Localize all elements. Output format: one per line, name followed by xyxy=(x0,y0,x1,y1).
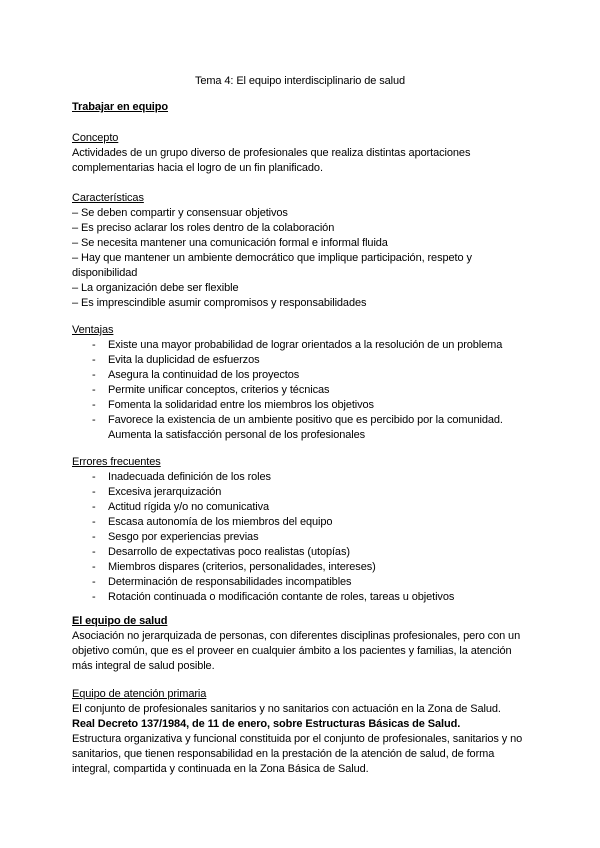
list-item-text: Asegura la continuidad de los proyectos xyxy=(108,369,300,381)
list-item: – Se deben compartir y consensuar objetivos xyxy=(72,207,288,219)
list-item-text: Actitud rígida y/o no comunicativa xyxy=(108,501,270,513)
list-item xyxy=(72,575,528,590)
list-item-text: Evita la duplicidad de esfuerzos xyxy=(108,354,260,366)
list-item-text: Determinación de responsabilidades incompatibles xyxy=(108,576,352,588)
list-item xyxy=(72,353,528,368)
bullet-marker: - xyxy=(92,516,96,528)
list-item-text: Excesiva jerarquización xyxy=(108,486,222,498)
concepto-paragraph: Actividades de un grupo diverso de profesionales que realiza distintas aportaciones complementarias hacia el logro de un fin planificado. xyxy=(72,147,471,174)
list-item-text: Favorece la existencia de un ambiente positivo que es percibido por la comunidad. Aumenta la satisfacción personal de los profesionales xyxy=(108,414,503,441)
bullet-marker: - xyxy=(92,576,96,588)
list-item xyxy=(72,560,528,575)
section-equipo-de-salud xyxy=(72,614,528,674)
bullet-marker: - xyxy=(92,414,96,426)
bullet-marker: - xyxy=(92,546,96,558)
section-caracteristicas xyxy=(72,191,528,311)
bullet-marker: - xyxy=(92,501,96,513)
bullet-marker: - xyxy=(92,561,96,573)
list-item: – Hay que mantener un ambiente democrático que implique participación, respeto y disponibilidad xyxy=(72,252,472,279)
section-heading-ventajas: Ventajas xyxy=(72,324,114,336)
list-item xyxy=(72,383,528,398)
bullet-marker: - xyxy=(92,471,96,483)
section-errores-frecuentes xyxy=(72,455,528,605)
section-ventajas xyxy=(72,323,528,443)
list-item-text: Miembros dispares (criterios, personalidades, intereses) xyxy=(108,561,376,573)
list-item xyxy=(72,500,528,515)
list-item-text: Escasa autonomía de los miembros del equipo xyxy=(108,516,333,528)
section-heading-errores: Errores frecuentes xyxy=(72,456,161,468)
list-item xyxy=(72,590,528,605)
bullet-marker: - xyxy=(92,591,96,603)
real-decreto-line: Real Decreto 137/1984, de 11 de enero, sobre Estructuras Básicas de Salud. xyxy=(72,718,461,730)
list-item-text: Rotación continuada o modificación contante de roles, tareas u objetivos xyxy=(108,591,455,603)
list-item xyxy=(72,545,528,560)
section-atencion-primaria xyxy=(72,687,528,777)
list-item: – Es imprescindible asumir compromisos y responsabilidades xyxy=(72,297,367,309)
list-item-text: Permite unificar conceptos, criterios y técnicas xyxy=(108,384,330,396)
section-heading-atencion-primaria: Equipo de atención primaria xyxy=(72,688,207,700)
list-item xyxy=(72,413,528,443)
document-title: Tema 4: El equipo interdisciplinario de salud xyxy=(194,75,406,87)
list-item xyxy=(72,515,528,530)
bullet-marker: - xyxy=(92,531,96,543)
bullet-marker: - xyxy=(92,486,96,498)
bullet-marker: - xyxy=(92,354,96,366)
section-heading-caracteristicas: Características xyxy=(72,192,144,204)
list-item xyxy=(72,368,528,383)
list-item xyxy=(72,530,528,545)
atencion-primaria-line: El conjunto de profesionales sanitarios y no sanitarios con actuación en la Zona de Salud. xyxy=(72,703,501,715)
equipo-salud-paragraph: Asociación no jerarquizada de personas, con diferentes disciplinas profesionales, pero con un objetivo común, que es el proveer en cualquier ámbito a los pacientes y familias, la atención más integral de salud posible. xyxy=(72,630,521,672)
bullet-marker: - xyxy=(92,399,96,411)
section-concepto xyxy=(72,131,528,176)
list-item-text: Sesgo por experiencias previas xyxy=(108,531,259,543)
atencion-primaria-paragraph: Estructura organizativa y funcional constituida por el conjunto de profesionales, sanitarios y no sanitarios, que tienen responsabilidad en la prestación de la atención de salud, de forma integral, compartida y continuada en la Zona Básica de Salud. xyxy=(72,733,523,775)
bullet-marker: - xyxy=(92,384,96,396)
list-item: – La organización debe ser flexible xyxy=(72,282,239,294)
list-item xyxy=(72,470,528,485)
list-item-text: Existe una mayor probabilidad de lograr orientados a la resolución de un problema xyxy=(108,339,503,351)
section-heading-trabajar: Trabajar en equipo xyxy=(72,101,169,113)
bullet-marker: - xyxy=(92,339,96,351)
bullet-marker: - xyxy=(92,369,96,381)
list-item xyxy=(72,485,528,500)
list-item-text: Fomenta la solidaridad entre los miembros los objetivos xyxy=(108,399,374,411)
list-item: – Es preciso aclarar los roles dentro de la colaboración xyxy=(72,222,335,234)
section-trabajar-en-equipo xyxy=(72,100,528,115)
list-item-text: Desarrollo de expectativas poco realistas (utopías) xyxy=(108,546,350,558)
list-item xyxy=(72,338,528,353)
list-item-text: Inadecuada definición de los roles xyxy=(108,471,271,483)
section-heading-concepto: Concepto xyxy=(72,132,119,144)
list-item: – Se necesita mantener una comunicación formal e informal fluida xyxy=(72,237,388,249)
list-item xyxy=(72,398,528,413)
section-heading-equipo-salud: El equipo de salud xyxy=(72,615,168,627)
